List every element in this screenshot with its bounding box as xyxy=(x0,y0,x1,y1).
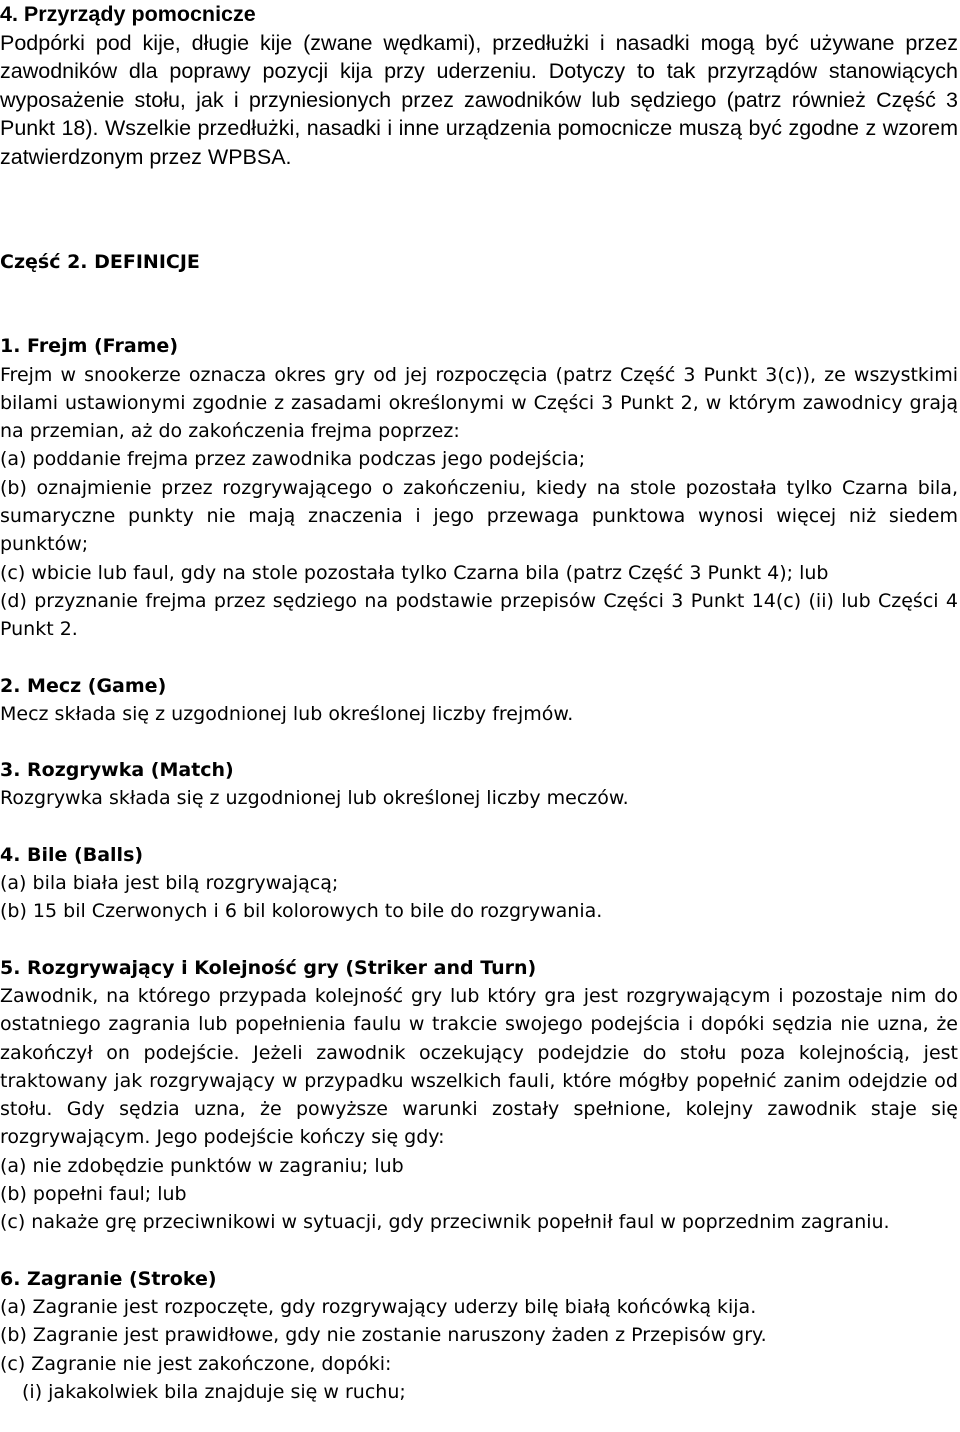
definition-balls-item-b: (b) 15 bil Czerwonych i 6 bil kolorowych to bile do rozgrywania. xyxy=(0,900,603,923)
part-2-heading: Część 2. DEFINICJE xyxy=(0,251,200,273)
definition-frame-text: Frejm w snookerze oznacza okres gry od jej rozpoczęcia (patrz Część 3 Punkt 3(c)), ze wszystkimi bilami ustawionymi zgodnie z zasadami określonymi w Części 3 Punkt 2, w którym zawodnicy grają na przemian, aż do zakończenia frejma poprzez: xyxy=(0,363,958,443)
definition-game-text: Mecz składa się z uzgodnionej lub określonej liczby frejmów. xyxy=(0,702,574,725)
definition-striker xyxy=(0,954,958,1237)
definition-stroke-heading: 6. Zagranie (Stroke) xyxy=(0,1267,217,1290)
definition-stroke-item-c: (c) Zagranie nie jest zakończone, dopóki: xyxy=(0,1352,392,1375)
definition-game-heading: 2. Mecz (Game) xyxy=(0,674,167,697)
definition-striker-heading: 5. Rozgrywający i Kolejność gry (Striker and Turn) xyxy=(0,956,537,979)
section-4-heading: 4. Przyrządy pomocnicze xyxy=(0,2,256,26)
definition-match-heading: 3. Rozgrywka (Match) xyxy=(0,759,234,782)
definition-frame xyxy=(0,332,958,643)
definition-stroke-item-c-i: (i) jakakolwiek bila znajduje się w ruchu; xyxy=(22,1380,406,1403)
definition-balls xyxy=(0,841,958,926)
definition-frame-item-d: (d) przyznanie frejma przez sędziego na podstawie przepisów Części 3 Punkt 14(c) (ii) lub Części 4 Punkt 2. xyxy=(0,589,958,641)
definition-striker-item-b: (b) popełni faul; lub xyxy=(0,1183,187,1206)
definition-frame-heading: 1. Frejm (Frame) xyxy=(0,335,179,358)
definition-match-text: Rozgrywka składa się z uzgodnionej lub określonej liczby meczów. xyxy=(0,787,629,810)
definition-match xyxy=(0,756,958,813)
part-2-definitions xyxy=(0,248,958,1406)
definition-frame-item-c: (c) wbicie lub faul, gdy na stole pozostała tylko Czarna bila (patrz Część 3 Punkt 4); lub xyxy=(0,561,829,584)
section-4-accessories xyxy=(0,0,958,172)
definition-striker-item-a: (a) nie zdobędzie punktów w zagraniu; lub xyxy=(0,1154,404,1177)
section-4-paragraph: Podpórki pod kije, długie kije (zwane wędkami), przedłużki i nasadki mogą być używane przez zawodników dla poprawy pozycji kija przy uderzeniu. Dotyczy to tak przyrządów stanowiących wyposażenie stołu, jak i przyniesionych przez zawodników lub sędziego (patrz również Część 3 Punkt 18). Wszelkie przedłużki, nasadki i inne urządzenia pomocnicze muszą być zgodne z wzorem zatwierdzonym przez WPBSA. xyxy=(0,30,958,169)
definition-balls-item-a: (a) bila biała jest bilą rozgrywającą; xyxy=(0,872,339,895)
definition-frame-item-a: (a) poddanie frejma przez zawodnika podczas jego podejścia; xyxy=(0,448,586,471)
definition-stroke xyxy=(0,1265,958,1406)
definition-striker-text: Zawodnik, na którego przypada kolejność gry lub który gra jest rozgrywającym i pozostaje nim do ostatniego zagrania lub popełnienia faulu w trakcie swojego podejścia i dopóki sędzia nie uzna, że zakończył on podejście. Jeżeli zawodnik oczekujący podejdzie do stołu poza kolejnością, jest traktowany jak rozgrywający w przypadku wszelkich fauli, które mógłby popełnić zanim odejdzie od stołu. Gdy sędzia uzna, że powyższe warunki zostały spełnione, kolejny zawodnik staje się rozgrywającym. Jego podejście kończy się gdy: xyxy=(0,984,958,1149)
definition-stroke-item-a: (a) Zagranie jest rozpoczęte, gdy rozgrywający uderzy bilę białą końcówką kija. xyxy=(0,1295,757,1318)
definition-game xyxy=(0,672,958,729)
definition-striker-item-c: (c) nakaże grę przeciwnikowi w sytuacji, gdy przeciwnik popełnił faul w poprzednim zagraniu. xyxy=(0,1211,890,1234)
definition-balls-heading: 4. Bile (Balls) xyxy=(0,843,144,866)
definition-frame-item-b: (b) oznajmienie przez rozgrywającego o zakończeniu, kiedy na stole pozostała tylko Czarna bila, sumaryczne punkty nie mają znaczenia i jego przewaga punktowa wynosi więcej niż siedem punktów; xyxy=(0,476,958,556)
definition-stroke-item-b: (b) Zagranie jest prawidłowe, gdy nie zostanie naruszony żaden z Przepisów gry. xyxy=(0,1324,767,1347)
